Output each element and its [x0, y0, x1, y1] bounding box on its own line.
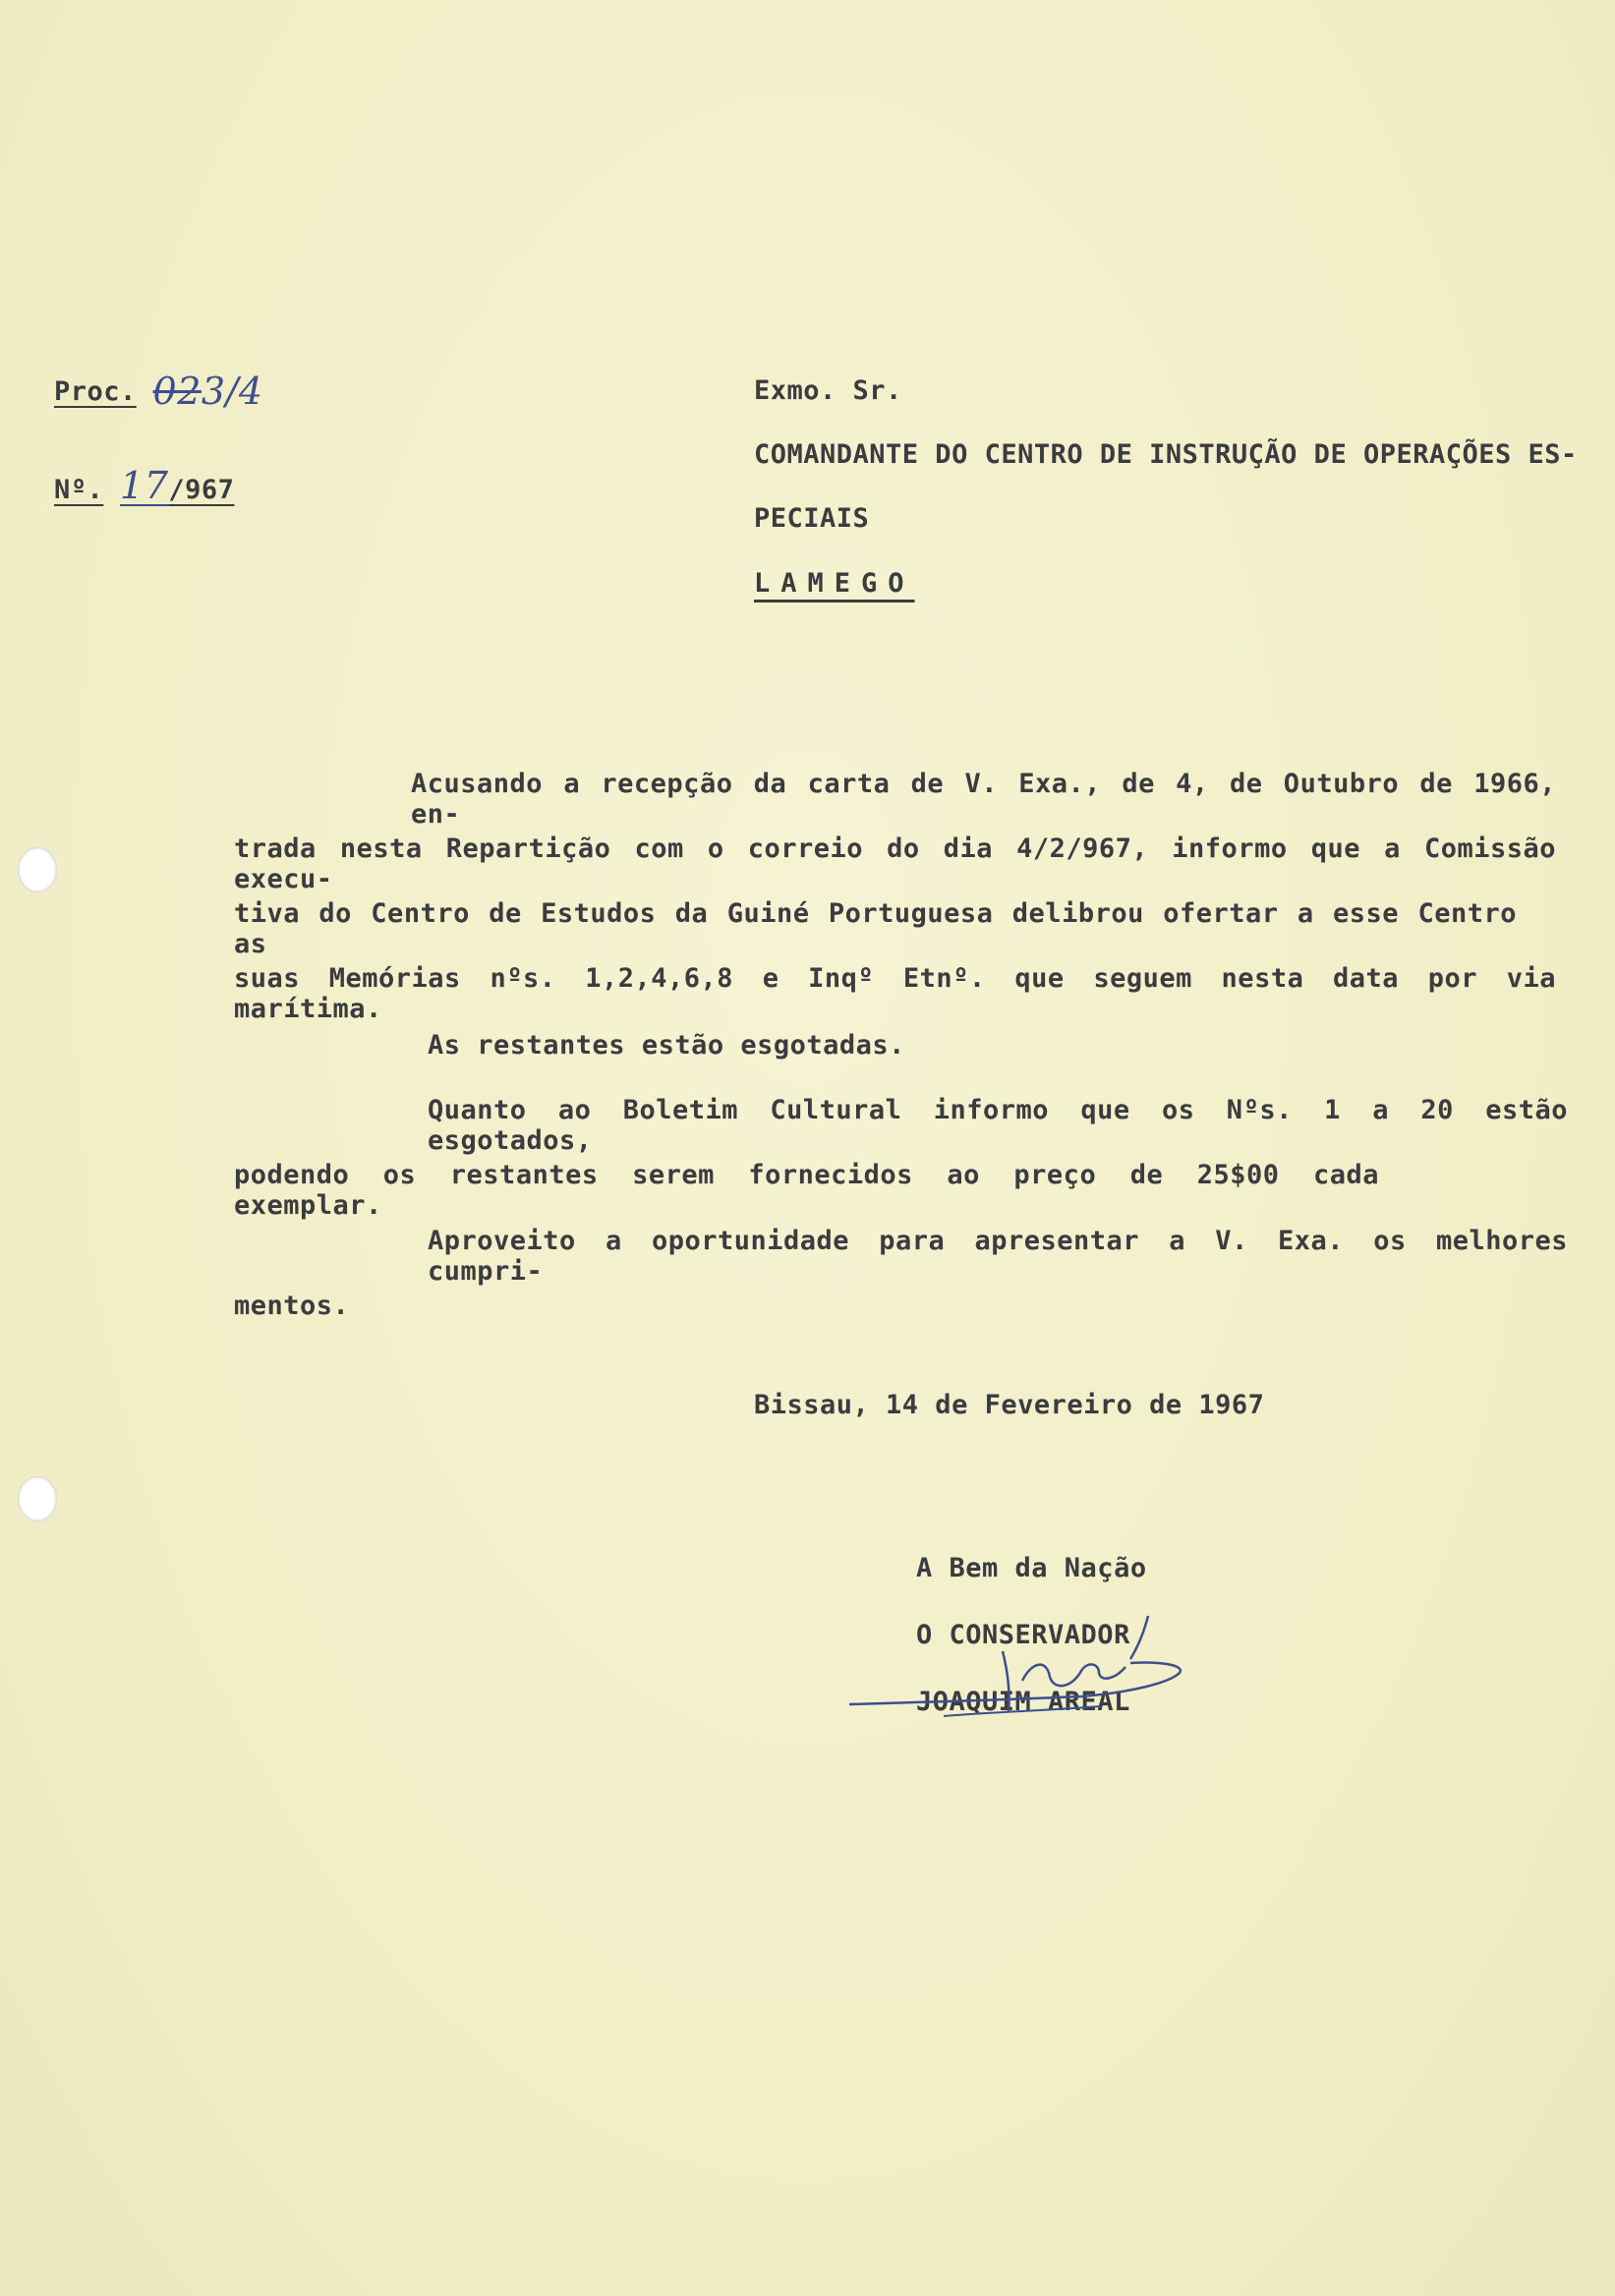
- destination-city: LAMEGO: [754, 568, 915, 599]
- date-line: Bissau, 14 de Fevereiro de 1967: [754, 1390, 1265, 1420]
- paragraph-4-line-2: mentos.: [234, 1291, 350, 1321]
- paragraph-4-line-1: Aproveito a oportunidade para apresentar a V. Exa. os melhores cumpri-: [428, 1226, 1568, 1287]
- paragraph-1-line-4: suas Memórias nºs. 1,2,4,6,8 e Inqº Etnº. que seguem nesta data por via marítima.: [234, 963, 1556, 1024]
- paragraph-2: As restantes estão esgotadas.: [428, 1030, 905, 1061]
- process-reference: [54, 366, 263, 413]
- paragraph-1-line-3: tiva do Centro de Estudos da Guiné Portuguesa delibrou ofertar a esse Centro as: [234, 898, 1517, 959]
- process-handwritten-value: 023/4: [152, 370, 263, 413]
- number-year: /967: [168, 475, 235, 505]
- salutation: Exmo. Sr.: [754, 375, 902, 406]
- addressee-line-2: PECIAIS: [754, 503, 870, 534]
- paragraph-3-line-2: podendo os restantes serem fornecidos ao preço de 25$00 cada exemplar.: [234, 1160, 1379, 1221]
- signatory-title: O CONSERVADOR: [916, 1620, 1130, 1650]
- paragraph-1-line-1: Acusando a recepção da carta de V. Exa., de 4, de Outubro de 1966, en-: [411, 769, 1556, 830]
- number-label: Nº.: [54, 475, 104, 505]
- punch-hole-lower: [18, 1476, 57, 1521]
- signatory-name: JOAQUIM AREAL: [916, 1687, 1130, 1717]
- number-handwritten-value: 17: [120, 464, 169, 507]
- closing-motto: A Bem da Nação: [916, 1553, 1147, 1583]
- paragraph-3-line-1: Quanto ao Boletim Cultural informo que os Nºs. 1 a 20 estão esgotados,: [428, 1095, 1568, 1156]
- process-label: Proc.: [54, 376, 137, 407]
- addressee-line-1: COMANDANTE DO CENTRO DE INSTRUÇÃO DE OPERAÇÕES ES-: [754, 439, 1578, 470]
- handwritten-signature: [836, 1602, 1189, 1730]
- punch-hole-upper: [18, 847, 57, 892]
- letter-number: [54, 464, 234, 507]
- paragraph-1-line-2: trada nesta Repartição com o correio do dia 4/2/967, informo que a Comissão execu-: [234, 833, 1556, 894]
